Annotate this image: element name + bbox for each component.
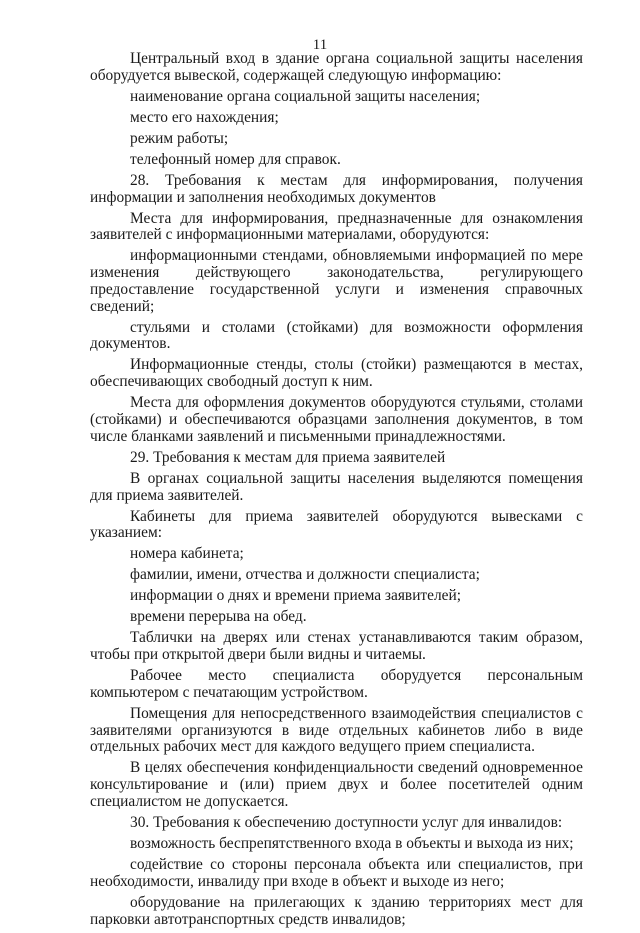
- section-heading-28: 28. Требования к местам для информирования, получения информации и заполнения необходимых документов: [90, 171, 583, 206]
- list-item: наименование органа социальной защиты населения;: [130, 87, 481, 105]
- list-item: информационными стендами, обновляемыми информацией по мере изменения действующего законодательства, регулирующего предоставление государственной услуги и изменения справочных сведений;: [90, 247, 583, 315]
- section-heading-29: 29. Требования к местам для приема заявителей: [130, 448, 446, 466]
- paragraph: Места для оформления документов оборудуются стульями, столами (стойками) и обеспечиваются образцами заполнения документов, в том числе бланками заявлений и письменными принадлежностями.: [90, 394, 583, 445]
- page-number: 11: [312, 37, 328, 53]
- list-item: стульями и столами (стойками) для возможности оформления документов.: [90, 318, 583, 353]
- list-item: фамилии, имени, отчества и должности специалиста;: [130, 566, 480, 584]
- list-item: содействие со стороны персонала объекта или специалистов, при необходимости, инвалиду при входе в объект и выходе из него;: [90, 855, 583, 890]
- list-item: телефонный номер для справок.: [130, 150, 341, 168]
- paragraph: Таблички на дверях или стенах устанавливаются таким образом, чтобы при открытой двери были видны и читаемы.: [90, 629, 583, 664]
- document-body: [90, 51, 583, 933]
- paragraph: Центральный вход в здание органа социальной защиты населения оборудуется вывеской, содержащей следующую информацию:: [90, 50, 583, 84]
- list-item: времени перерыва на обед.: [130, 608, 307, 626]
- paragraph: Помещения для непосредственного взаимодействия специалистов с заявителями организуются в виде отдельных кабинетов либо в виде отдельных рабочих мест для каждого ведущего прием специалиста.: [90, 704, 583, 756]
- list-item: место его нахождения;: [130, 108, 279, 126]
- list-item: номера кабинета;: [130, 545, 244, 563]
- list-item: оборудование на прилегающих к зданию территориях мест для парковки автотранспортных средств инвалидов;: [90, 893, 583, 928]
- section-heading-30: 30. Требования к обеспечению доступности услуг для инвалидов:: [130, 814, 563, 831]
- list-item: информации о днях и времени приема заявителей;: [130, 587, 462, 605]
- paragraph: В целях обеспечения конфиденциальности сведений одновременное консультирование и (или) прием двух и более посетителей одним специалистом не допускается.: [90, 759, 583, 811]
- list-item: режим работы;: [130, 129, 229, 147]
- paragraph: Рабочее место специалиста оборудуется персональным компьютером с печатающим устройством.: [90, 667, 583, 701]
- paragraph: Кабинеты для приема заявителей оборудуются вывесками с указанием:: [90, 507, 583, 542]
- paragraph: В органах социальной защиты населения выделяются помещения для приема заявителей.: [90, 469, 583, 504]
- paragraph: Информационные стенды, столы (стойки) размещаются в местах, обеспечивающих свободный доступ к ним.: [90, 356, 583, 391]
- list-item: возможность беспрепятственного входа в объекты и выхода из них;: [130, 834, 574, 852]
- paragraph: Места для информирования, предназначенные для ознакомления заявителей с информационными материалами, оборудуются:: [90, 209, 583, 244]
